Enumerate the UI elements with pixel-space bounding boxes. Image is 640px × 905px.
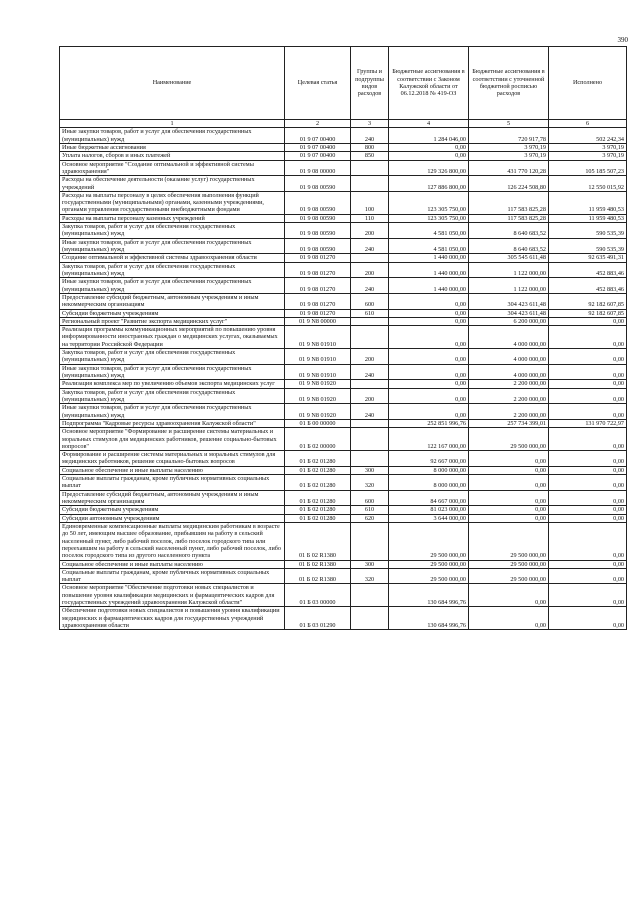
row-refined-amount: 8 640 683,52 — [469, 238, 549, 254]
row-expense-group — [351, 419, 389, 427]
row-expense-group: 240 — [351, 364, 389, 380]
row-target-article: 01 9 N8 01920 — [285, 380, 351, 388]
row-target-article: 01 9 08 01270 — [285, 293, 351, 309]
column-number: 4 — [389, 120, 469, 128]
row-expense-group — [351, 254, 389, 262]
row-refined-amount: 4 000 000,00 — [469, 364, 549, 380]
row-refined-amount: 117 583 825,28 — [469, 214, 549, 222]
row-law-amount: 252 851 996,76 — [389, 419, 469, 427]
row-executed-amount: 0,00 — [549, 380, 627, 388]
row-expense-group: 240 — [351, 278, 389, 294]
row-expense-group: 300 — [351, 560, 389, 568]
row-executed-amount: 0,00 — [549, 466, 627, 474]
table-row — [60, 475, 627, 491]
row-refined-amount: 0,00 — [469, 451, 549, 467]
row-executed-amount: 0,00 — [549, 490, 627, 506]
column-number: 5 — [469, 120, 549, 128]
row-name: Социальное обеспечение и иные выплаты населению — [60, 560, 285, 568]
row-target-article: 01 Б 02 R1380 — [285, 568, 351, 584]
row-refined-amount: 720 917,78 — [469, 128, 549, 144]
row-refined-amount: 29 500 000,00 — [469, 568, 549, 584]
row-name: Единовременные компенсационные выплаты медицинским работникам в возрасте до 50 лет, имеющим высшее образование, прибывшим на работу в сельский населенный пункт, либо рабочий поселок, либо поселок городского типа или переехавшим на работу в сельский населенный пункт, либо рабочий поселок, либо поселок городского типа из другого населенного пункта — [60, 522, 285, 560]
row-name: Субсидии автономным учреждениям — [60, 514, 285, 522]
row-name: Реализация программы коммуникационных мероприятий по повышению уровня информированности иностранных граждан о медицинских услугах, оказываемых на территории Российской Федерации — [60, 326, 285, 349]
table-row — [60, 238, 627, 254]
row-refined-amount: 3 970,19 — [469, 143, 549, 151]
row-executed-amount: 0,00 — [549, 584, 627, 607]
row-expense-group — [351, 317, 389, 325]
row-law-amount: 129 326 800,00 — [389, 160, 469, 176]
header-target-article: Целевая статья — [285, 47, 351, 120]
row-law-amount: 0,00 — [389, 317, 469, 325]
row-expense-group: 610 — [351, 506, 389, 514]
row-law-amount: 0,00 — [389, 309, 469, 317]
row-law-amount: 0,00 — [389, 349, 469, 365]
table-row — [60, 428, 627, 451]
row-executed-amount: 3 970,19 — [549, 152, 627, 160]
row-target-article: 01 9 08 00590 — [285, 176, 351, 192]
row-executed-amount: 0,00 — [549, 568, 627, 584]
row-name: Иные закупки товаров, работ и услуг для обеспечения государственных (муниципальных) нужд — [60, 404, 285, 420]
row-target-article: 01 Б 02 R1380 — [285, 522, 351, 560]
row-expense-group: 240 — [351, 128, 389, 144]
row-executed-amount: 12 550 015,92 — [549, 176, 627, 192]
column-number: 3 — [351, 120, 389, 128]
row-expense-group: 320 — [351, 568, 389, 584]
row-target-article: 01 Б 02 00000 — [285, 428, 351, 451]
row-refined-amount: 0,00 — [469, 466, 549, 474]
row-expense-group: 240 — [351, 238, 389, 254]
row-refined-amount: 4 000 000,00 — [469, 326, 549, 349]
row-expense-group — [351, 522, 389, 560]
table-row — [60, 152, 627, 160]
row-executed-amount: 590 535,39 — [549, 223, 627, 239]
row-law-amount: 29 500 000,00 — [389, 522, 469, 560]
row-law-amount: 0,00 — [389, 326, 469, 349]
row-expense-group — [351, 176, 389, 192]
row-refined-amount: 0,00 — [469, 490, 549, 506]
row-executed-amount: 590 535,39 — [549, 238, 627, 254]
column-number: 6 — [549, 120, 627, 128]
row-target-article: 01 9 N8 01920 — [285, 388, 351, 404]
row-name: Социальные выплаты гражданам, кроме публичных нормативных социальных выплат — [60, 475, 285, 491]
row-law-amount: 0,00 — [389, 293, 469, 309]
row-expense-group: 200 — [351, 388, 389, 404]
table-row — [60, 490, 627, 506]
row-expense-group: 610 — [351, 309, 389, 317]
row-target-article: 01 Б 02 01280 — [285, 514, 351, 522]
table-row — [60, 466, 627, 474]
row-law-amount: 130 684 996,76 — [389, 584, 469, 607]
header-row — [60, 47, 627, 120]
row-expense-group: 240 — [351, 404, 389, 420]
table-row — [60, 607, 627, 630]
row-refined-amount: 4 000 000,00 — [469, 349, 549, 365]
row-refined-amount: 126 224 508,80 — [469, 176, 549, 192]
row-expense-group — [351, 428, 389, 451]
row-law-amount: 92 667 000,00 — [389, 451, 469, 467]
row-law-amount: 1 284 046,00 — [389, 128, 469, 144]
row-law-amount: 0,00 — [389, 143, 469, 151]
table-row — [60, 404, 627, 420]
row-name: Подпрограмма "Кадровые ресурсы здравоохранения Калужской области" — [60, 419, 285, 427]
row-law-amount: 122 167 000,00 — [389, 428, 469, 451]
row-refined-amount: 431 770 120,28 — [469, 160, 549, 176]
row-name: Реализация комплекса мер по увеличению объемов экспорта медицинских услуг — [60, 380, 285, 388]
row-name: Формирование и расширение системы материальных и моральных стимулов для медицинских работников, решение социально-бытовых вопросов — [60, 451, 285, 467]
row-name: Предоставление субсидий бюджетным, автономным учреждениям и иным некоммерческим организациям — [60, 490, 285, 506]
row-name: Расходы на обеспечение деятельности (оказание услуг) государственных учреждений — [60, 176, 285, 192]
table-row — [60, 380, 627, 388]
table-row — [60, 223, 627, 239]
table-row — [60, 349, 627, 365]
row-target-article: 01 9 07 00400 — [285, 152, 351, 160]
row-executed-amount: 11 959 480,53 — [549, 214, 627, 222]
row-executed-amount: 131 970 722,97 — [549, 419, 627, 427]
row-refined-amount: 304 423 611,48 — [469, 293, 549, 309]
row-name: Закупка товаров, работ и услуг для обеспечения государственных (муниципальных) нужд — [60, 388, 285, 404]
row-refined-amount: 2 200 000,00 — [469, 388, 549, 404]
table-row — [60, 128, 627, 144]
row-target-article: 01 9 08 01270 — [285, 262, 351, 278]
page-number: 390 — [617, 36, 628, 44]
row-name: Закупка товаров, работ и услуг для обеспечения государственных (муниципальных) нужд — [60, 262, 285, 278]
row-expense-group: 100 — [351, 191, 389, 214]
row-executed-amount: 0,00 — [549, 514, 627, 522]
table-body — [60, 128, 627, 630]
table-row — [60, 191, 627, 214]
row-refined-amount: 304 423 611,48 — [469, 309, 549, 317]
row-name: Субсидии бюджетным учреждениям — [60, 309, 285, 317]
row-name: Иные закупки товаров, работ и услуг для обеспечения государственных (муниципальных) нужд — [60, 238, 285, 254]
table-row — [60, 176, 627, 192]
row-law-amount: 0,00 — [389, 404, 469, 420]
row-expense-group: 800 — [351, 143, 389, 151]
row-expense-group: 320 — [351, 475, 389, 491]
row-law-amount: 130 684 996,76 — [389, 607, 469, 630]
row-law-amount: 1 440 000,00 — [389, 262, 469, 278]
row-name: Основное мероприятие "Формирование и расширение системы материальных и моральных стимулов для медицинских работников, решение социально-бытовых вопросов" — [60, 428, 285, 451]
row-expense-group — [351, 607, 389, 630]
row-refined-amount: 117 583 825,28 — [469, 191, 549, 214]
row-refined-amount: 0,00 — [469, 475, 549, 491]
row-name: Расходы на выплаты персоналу казенных учреждений — [60, 214, 285, 222]
row-executed-amount: 92 182 607,85 — [549, 293, 627, 309]
row-law-amount: 84 667 000,00 — [389, 490, 469, 506]
row-expense-group — [351, 380, 389, 388]
row-refined-amount: 0,00 — [469, 607, 549, 630]
row-executed-amount: 452 883,46 — [549, 262, 627, 278]
row-expense-group — [351, 584, 389, 607]
table-row — [60, 560, 627, 568]
row-executed-amount: 11 959 480,53 — [549, 191, 627, 214]
row-executed-amount: 0,00 — [549, 451, 627, 467]
row-target-article: 01 Б 02 01280 — [285, 466, 351, 474]
row-executed-amount: 0,00 — [549, 317, 627, 325]
table-row — [60, 317, 627, 325]
row-target-article: 01 Б 02 01280 — [285, 490, 351, 506]
row-executed-amount: 0,00 — [549, 522, 627, 560]
row-executed-amount: 502 242,34 — [549, 128, 627, 144]
row-expense-group: 200 — [351, 223, 389, 239]
row-executed-amount: 0,00 — [549, 404, 627, 420]
row-name: Расходы на выплаты персоналу в целях обеспечения выполнения функций государственными (муниципальными) органами, казенными учреждениями, органами управления государственными внебюджетными фондами — [60, 191, 285, 214]
row-refined-amount: 6 200 000,00 — [469, 317, 549, 325]
row-refined-amount: 0,00 — [469, 584, 549, 607]
row-name: Создание оптимальной и эффективной системы здравоохранения области — [60, 254, 285, 262]
row-executed-amount: 0,00 — [549, 560, 627, 568]
row-refined-amount: 3 970,19 — [469, 152, 549, 160]
row-refined-amount: 2 200 000,00 — [469, 380, 549, 388]
row-expense-group: 110 — [351, 214, 389, 222]
row-refined-amount: 1 122 000,00 — [469, 278, 549, 294]
table-row — [60, 514, 627, 522]
row-law-amount: 8 000 000,00 — [389, 466, 469, 474]
row-expense-group: 200 — [351, 262, 389, 278]
row-name: Субсидии бюджетным учреждениям — [60, 506, 285, 514]
row-target-article: 01 Б 02 01280 — [285, 475, 351, 491]
row-target-article: 01 9 08 00590 — [285, 238, 351, 254]
table-row — [60, 262, 627, 278]
row-refined-amount: 0,00 — [469, 506, 549, 514]
row-law-amount: 3 644 000,00 — [389, 514, 469, 522]
row-name: Закупка товаров, работ и услуг для обеспечения государственных (муниципальных) нужд — [60, 349, 285, 365]
row-target-article: 01 Б 03 00000 — [285, 584, 351, 607]
row-law-amount: 29 500 000,00 — [389, 560, 469, 568]
row-executed-amount: 3 970,19 — [549, 143, 627, 151]
row-executed-amount: 0,00 — [549, 475, 627, 491]
row-target-article: 01 9 07 00400 — [285, 143, 351, 151]
row-target-article: 01 Б 02 R1380 — [285, 560, 351, 568]
header-executed: Исполнено — [549, 47, 627, 120]
row-refined-amount: 2 200 000,00 — [469, 404, 549, 420]
row-law-amount: 0,00 — [389, 388, 469, 404]
row-law-amount: 29 500 000,00 — [389, 568, 469, 584]
row-expense-group: 600 — [351, 490, 389, 506]
column-number: 1 — [60, 120, 285, 128]
row-law-amount: 81 023 000,00 — [389, 506, 469, 514]
row-law-amount: 1 440 000,00 — [389, 254, 469, 262]
row-target-article: 01 9 08 01270 — [285, 254, 351, 262]
table-row — [60, 160, 627, 176]
row-law-amount: 0,00 — [389, 152, 469, 160]
row-name: Обеспечение подготовки новых специалистов и повышения уровня квалификации медицинских и фармацевтических кадров для государственных учреждений здравоохранения области — [60, 607, 285, 630]
row-law-amount: 123 305 750,00 — [389, 191, 469, 214]
row-executed-amount: 0,00 — [549, 364, 627, 380]
row-refined-amount: 8 640 683,52 — [469, 223, 549, 239]
row-name: Иные бюджетные ассигнования — [60, 143, 285, 151]
table-row — [60, 522, 627, 560]
row-refined-amount: 305 545 611,48 — [469, 254, 549, 262]
table-row — [60, 293, 627, 309]
row-executed-amount: 0,00 — [549, 506, 627, 514]
row-law-amount: 127 886 800,00 — [389, 176, 469, 192]
row-target-article: 01 9 08 01270 — [285, 309, 351, 317]
row-name: Основное мероприятие "Создание оптимальной и эффективной системы здравоохранения" — [60, 160, 285, 176]
row-expense-group: 200 — [351, 349, 389, 365]
table-row — [60, 326, 627, 349]
row-name: Иные закупки товаров, работ и услуг для обеспечения государственных (муниципальных) нужд — [60, 278, 285, 294]
table-row — [60, 388, 627, 404]
row-refined-amount: 0,00 — [469, 514, 549, 522]
row-target-article: 01 9 08 00590 — [285, 214, 351, 222]
row-law-amount: 0,00 — [389, 380, 469, 388]
row-executed-amount: 0,00 — [549, 349, 627, 365]
row-executed-amount: 105 185 507,23 — [549, 160, 627, 176]
row-executed-amount: 0,00 — [549, 326, 627, 349]
table-row — [60, 214, 627, 222]
row-law-amount: 123 305 750,00 — [389, 214, 469, 222]
row-executed-amount: 452 883,46 — [549, 278, 627, 294]
header-refined-allocations: Бюджетные ассигнования в соответствии с уточненной бюджетной росписью расходов — [469, 47, 549, 120]
table-row — [60, 584, 627, 607]
row-target-article: 01 Б 00 00000 — [285, 419, 351, 427]
table-row — [60, 309, 627, 317]
header-expense-groups: Группы и подгруппы видов расходов — [351, 47, 389, 120]
row-expense-group — [351, 451, 389, 467]
row-target-article: 01 Б 02 01280 — [285, 506, 351, 514]
row-name: Социальное обеспечение и иные выплаты населению — [60, 466, 285, 474]
row-target-article: 01 9 N8 01920 — [285, 404, 351, 420]
row-law-amount: 4 581 050,00 — [389, 238, 469, 254]
row-name: Иные закупки товаров, работ и услуг для обеспечения государственных (муниципальных) нужд — [60, 364, 285, 380]
row-name: Уплата налогов, сборов и иных платежей — [60, 152, 285, 160]
row-executed-amount: 0,00 — [549, 607, 627, 630]
row-law-amount: 8 000 000,00 — [389, 475, 469, 491]
row-target-article: 01 9 N8 00000 — [285, 317, 351, 325]
row-refined-amount: 29 500 000,00 — [469, 560, 549, 568]
header-law-allocations: Бюджетные ассигнования в соответствии с Законом Калужской области от 06.12.2018 № 419-ОЗ — [389, 47, 469, 120]
budget-table — [59, 46, 627, 630]
row-refined-amount: 257 734 399,01 — [469, 419, 549, 427]
row-refined-amount: 29 500 000,00 — [469, 428, 549, 451]
row-executed-amount: 92 182 607,85 — [549, 309, 627, 317]
header-name: Наименование — [60, 47, 285, 120]
table-row — [60, 451, 627, 467]
row-executed-amount: 0,00 — [549, 428, 627, 451]
row-target-article: 01 Б 03 01290 — [285, 607, 351, 630]
row-executed-amount: 0,00 — [549, 388, 627, 404]
table-row — [60, 143, 627, 151]
row-target-article: 01 9 08 01270 — [285, 278, 351, 294]
row-target-article: 01 9 N8 01910 — [285, 364, 351, 380]
table-row — [60, 254, 627, 262]
row-expense-group — [351, 160, 389, 176]
row-name: Региональный проект "Развитие экспорта медицинских услуг" — [60, 317, 285, 325]
row-law-amount: 0,00 — [389, 364, 469, 380]
column-number-row — [60, 120, 627, 128]
row-name: Иные закупки товаров, работ и услуг для обеспечения государственных (муниципальных) нужд — [60, 128, 285, 144]
column-number: 2 — [285, 120, 351, 128]
table-row — [60, 419, 627, 427]
row-target-article: 01 9 N8 01910 — [285, 349, 351, 365]
table-row — [60, 364, 627, 380]
row-expense-group: 600 — [351, 293, 389, 309]
row-name: Основное мероприятие "Обеспечение подготовки новых специалистов и повышение уровня квалификации медицинских и фармацевтических кадров для государственных учреждений здравоохранения Калужской области" — [60, 584, 285, 607]
row-expense-group: 620 — [351, 514, 389, 522]
row-refined-amount: 29 500 000,00 — [469, 522, 549, 560]
row-target-article: 01 9 08 00590 — [285, 223, 351, 239]
row-executed-amount: 92 635 491,31 — [549, 254, 627, 262]
row-target-article: 01 9 08 00000 — [285, 160, 351, 176]
table-row — [60, 278, 627, 294]
row-name: Социальные выплаты гражданам, кроме публичных нормативных социальных выплат — [60, 568, 285, 584]
row-law-amount: 1 440 000,00 — [389, 278, 469, 294]
row-expense-group: 300 — [351, 466, 389, 474]
row-target-article: 01 9 08 00590 — [285, 191, 351, 214]
row-expense-group — [351, 326, 389, 349]
table-row — [60, 506, 627, 514]
row-name: Закупка товаров, работ и услуг для обеспечения государственных (муниципальных) нужд — [60, 223, 285, 239]
row-target-article: 01 Б 02 01280 — [285, 451, 351, 467]
row-name: Предоставление субсидий бюджетным, автономным учреждениям и иным некоммерческим организациям — [60, 293, 285, 309]
table-row — [60, 568, 627, 584]
row-law-amount: 4 581 050,00 — [389, 223, 469, 239]
row-target-article: 01 9 N8 01910 — [285, 326, 351, 349]
row-expense-group: 850 — [351, 152, 389, 160]
row-refined-amount: 1 122 000,00 — [469, 262, 549, 278]
row-target-article: 01 9 07 00400 — [285, 128, 351, 144]
